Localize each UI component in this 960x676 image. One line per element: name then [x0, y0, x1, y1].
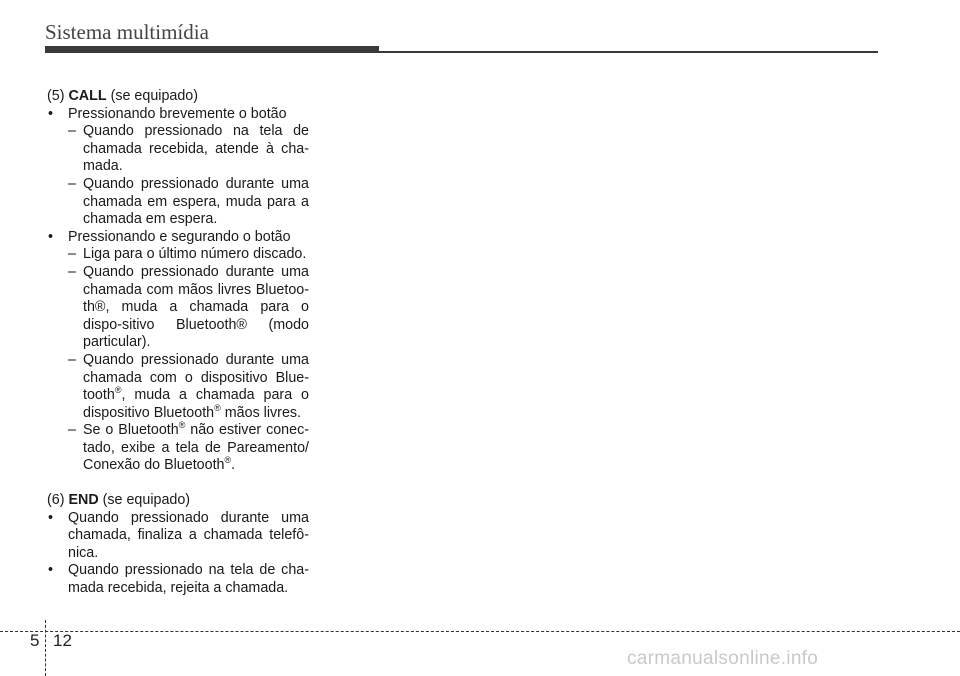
registered-mark: ® [214, 402, 221, 413]
registered-mark: ® [178, 420, 186, 431]
sub-item-text-part: não estiver conec-tado, exibe a tela de Pareamento/ Conexão do Bluetooth [83, 422, 309, 474]
bullet-item [47, 229, 309, 247]
bullet-text: Quando pressionado durante uma chamada, finaliza a chamada telefô-nica. [68, 509, 309, 561]
bullet-item [47, 562, 309, 597]
footer-vertical-divider [45, 620, 46, 676]
bullet-mark: • [48, 228, 54, 245]
dash-mark: – [68, 175, 76, 192]
page-number: 12 [53, 631, 72, 650]
watermark-text: carmanualsonline.info [627, 648, 819, 669]
bullet-mark: • [48, 562, 54, 579]
content-column [47, 88, 309, 598]
registered-mark: ® [114, 385, 122, 396]
sub-item [47, 176, 309, 229]
registered-mark: ® [224, 455, 232, 466]
dash-mark: – [68, 263, 76, 280]
sub-item-text: Quando pressionado durante uma chamada com mãos livres Bluetoo-th®, muda a chamada para o dispo-sitivo Bluetooth® (modo particular). [83, 263, 309, 351]
sub-item [47, 123, 309, 176]
sub-item [47, 352, 309, 422]
section-call-number: (5) [47, 88, 65, 104]
section-spacer [47, 475, 309, 492]
sub-item-text: Liga para o último número discado. [83, 246, 307, 263]
section-end-heading [47, 492, 309, 510]
sub-item-text: Quando pressionado na tela de chamada recebida, atende à cha-mada. [83, 123, 309, 175]
sub-item-text-part: Se o Bluetooth [83, 422, 179, 439]
sub-item [47, 246, 309, 264]
sub-item [47, 422, 309, 475]
footer-divider [0, 631, 960, 632]
page-header-title: Sistema multimídia [45, 20, 209, 44]
sub-item-text-part: . [231, 457, 236, 474]
header-rule-thin [379, 51, 878, 53]
section-end-qualifier: (se equipado) [102, 492, 191, 509]
bullet-text: Pressionando brevemente o botão [68, 105, 287, 122]
dash-mark: – [68, 123, 76, 140]
bullet-text: Quando pressionado na tela de cha-mada recebida, rejeita a chamada. [68, 562, 309, 597]
sub-item-text [83, 352, 309, 422]
sub-item [47, 264, 309, 352]
bullet-item [47, 510, 309, 563]
chapter-number: 5 [30, 631, 40, 650]
section-call-keyword: CALL [68, 88, 107, 104]
sub-item-text-part: mãos livres. [220, 404, 302, 421]
bullet-mark: • [48, 105, 54, 122]
bullet-text: Pressionando e segurando o botão [68, 228, 291, 245]
section-call-heading [47, 88, 309, 106]
sub-item-text-part: Quando pressionado durante uma chamada com o dispositivo Blue-tooth [83, 351, 309, 404]
dash-mark: – [68, 246, 76, 263]
bullet-mark: • [48, 509, 54, 526]
sub-item-text: Quando pressionado durante uma chamada em espera, muda para a chamada em espera. [83, 175, 309, 228]
sub-item-text-part: , muda a chamada para o dispositivo Bluetooth [83, 387, 309, 421]
sub-item-text [83, 422, 309, 475]
dash-mark: – [68, 351, 76, 368]
section-call-qualifier: (se equipado) [110, 88, 199, 104]
header-rule-thick [45, 46, 379, 53]
bullet-item [47, 106, 309, 124]
section-end-keyword: END [68, 492, 99, 509]
dash-mark: – [68, 422, 76, 439]
section-end-number: (6) [47, 492, 65, 509]
